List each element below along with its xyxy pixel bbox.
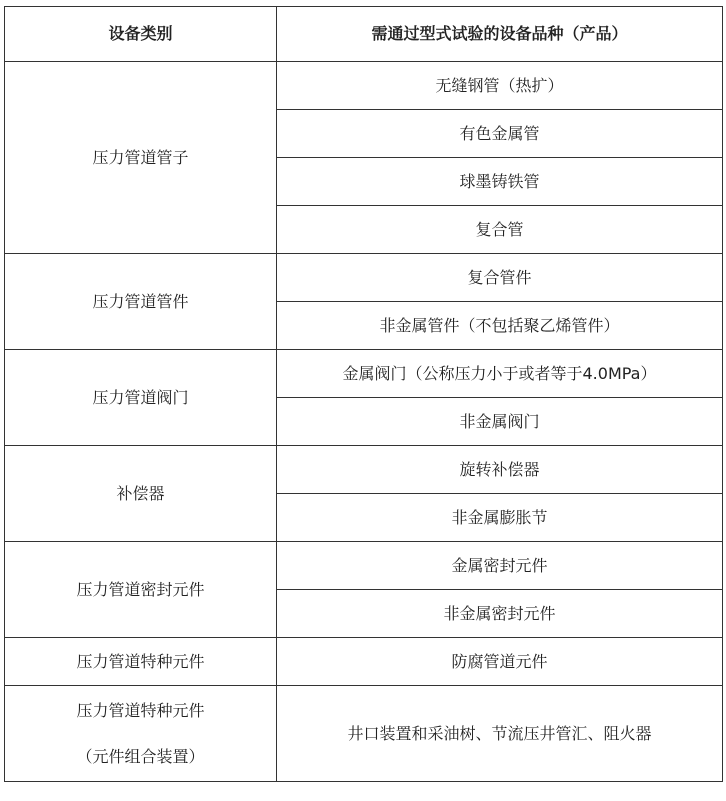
category-cell: 压力管道特种元件	[5, 638, 277, 686]
product-cell: 旋转补偿器	[277, 446, 723, 494]
table-header-row	[5, 7, 723, 62]
product-cell: 井口装置和采油树、节流压井管汇、阻火器	[277, 686, 723, 782]
table-row	[5, 542, 723, 590]
table-row	[5, 686, 723, 782]
product-cell: 有色金属管	[277, 110, 723, 158]
product-cell: 球墨铸铁管	[277, 158, 723, 206]
product-cell: 非金属膨胀节	[277, 494, 723, 542]
category-cell: 压力管道阀门	[5, 350, 277, 446]
category-note: （元件组合装置）	[76, 746, 205, 766]
category-cell: 压力管道管件	[5, 254, 277, 350]
category-cell: 补偿器	[5, 446, 277, 542]
category-label: 压力管道特种元件	[76, 700, 205, 720]
product-cell: 防腐管道元件	[277, 638, 723, 686]
category-cell	[5, 686, 277, 782]
header-product-types: 需通过型式试验的设备品种（产品）	[277, 7, 723, 62]
table-row	[5, 446, 723, 494]
header-equipment-category: 设备类别	[5, 7, 277, 62]
table-row	[5, 254, 723, 302]
equipment-table	[4, 6, 723, 782]
product-cell: 复合管	[277, 206, 723, 254]
table-row	[5, 62, 723, 110]
product-cell: 非金属阀门	[277, 398, 723, 446]
table-row	[5, 638, 723, 686]
product-cell: 非金属管件（不包括聚乙烯管件）	[277, 302, 723, 350]
product-cell: 无缝钢管（热扩）	[277, 62, 723, 110]
category-cell: 压力管道密封元件	[5, 542, 277, 638]
product-cell: 复合管件	[277, 254, 723, 302]
product-cell: 金属密封元件	[277, 542, 723, 590]
product-cell: 非金属密封元件	[277, 590, 723, 638]
table-row	[5, 350, 723, 398]
product-cell: 金属阀门（公称压力小于或者等于4.0MPa）	[277, 350, 723, 398]
category-cell: 压力管道管子	[5, 62, 277, 254]
